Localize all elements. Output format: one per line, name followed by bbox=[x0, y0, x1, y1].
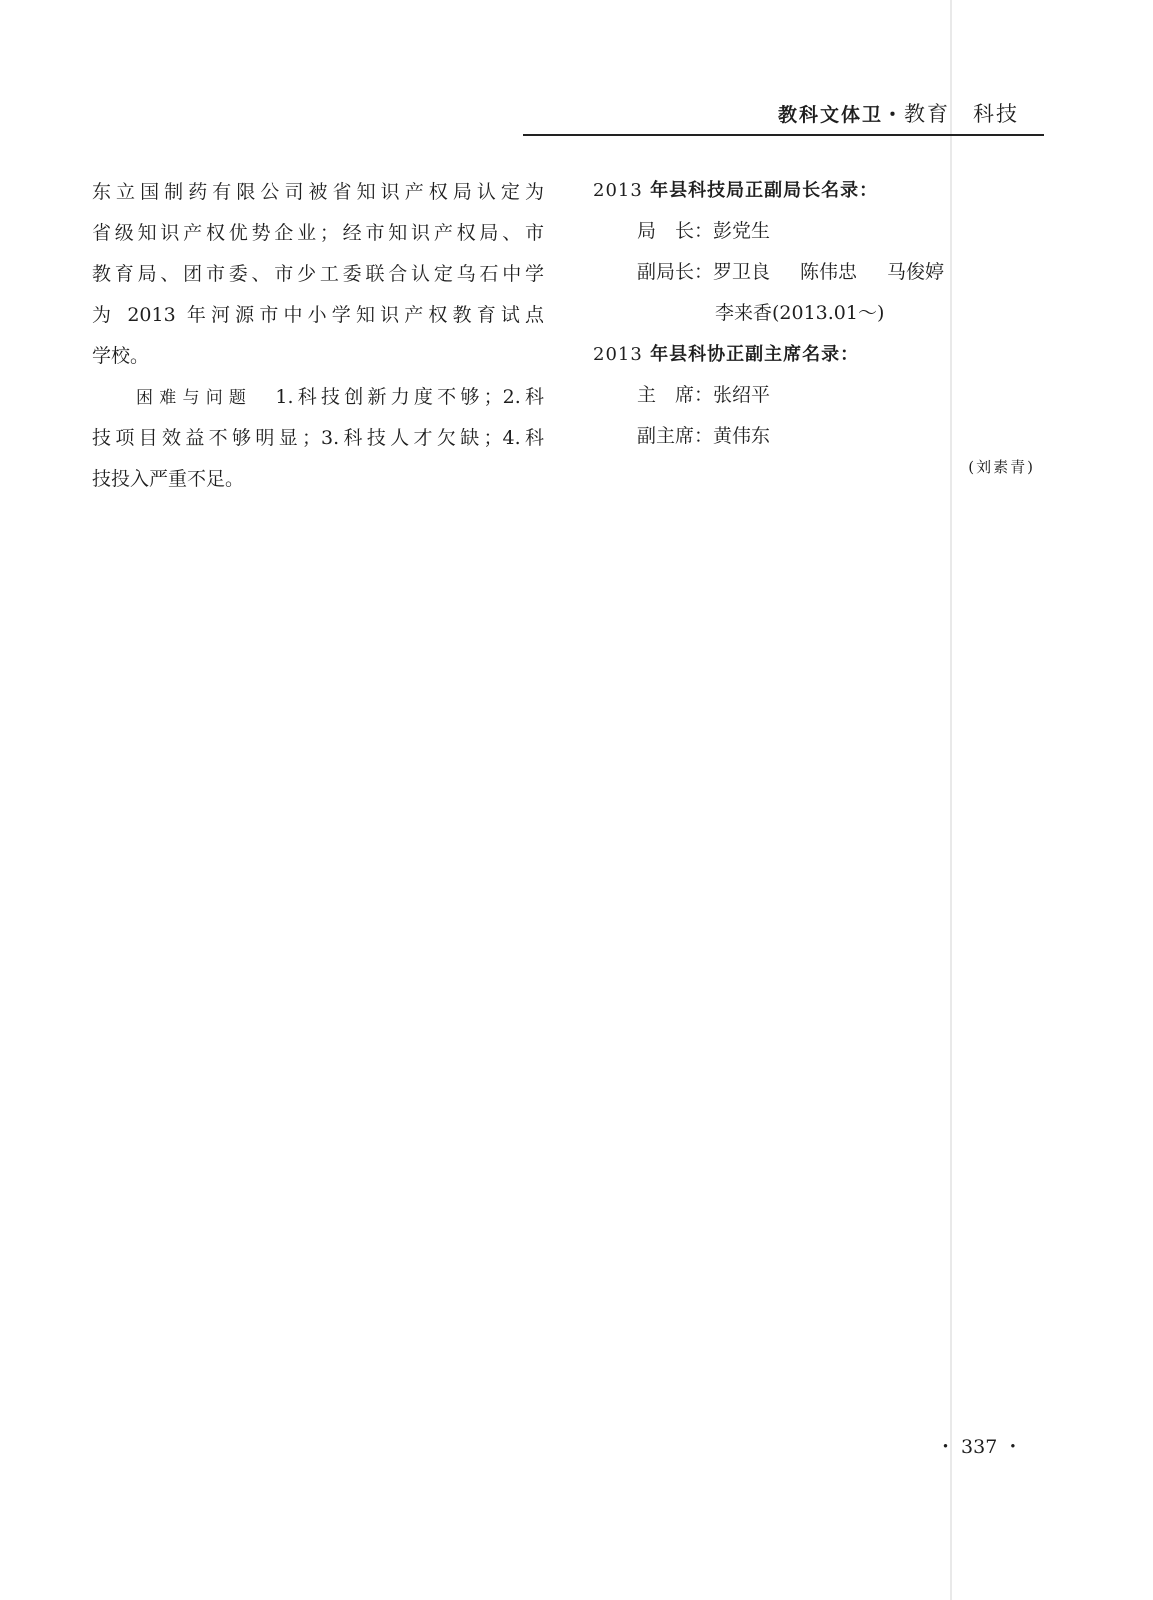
body-line: 技投入严重不足。 bbox=[92, 468, 245, 490]
bureau-heading bbox=[593, 170, 973, 211]
bureau-heading-year: 2013 bbox=[593, 180, 643, 201]
running-header bbox=[778, 98, 1019, 128]
left-column bbox=[92, 172, 544, 500]
header-rule bbox=[523, 134, 1044, 136]
association-heading bbox=[593, 334, 973, 375]
vice-chair-name: 黄伟东 bbox=[713, 425, 771, 447]
vice-chair-entry bbox=[593, 416, 973, 457]
body-line: 学校。 bbox=[92, 345, 150, 367]
chair-label: 主 席： bbox=[637, 384, 714, 406]
association-heading-year: 2013 bbox=[593, 344, 643, 365]
difficulties-text: 1.科技创新力度不够；2.科 bbox=[275, 386, 544, 408]
header-section: 教科文体卫・ bbox=[777, 104, 904, 126]
deputy-label: 副局长： bbox=[637, 261, 714, 283]
body-line: 为 2013 年河源市中小学知识产权教育试点 bbox=[92, 304, 544, 326]
director-name: 彭党生 bbox=[713, 220, 771, 242]
chair-name: 张绍平 bbox=[713, 384, 771, 406]
body-line: 教育局、团市委、市少工委联合认定乌石中学 bbox=[92, 263, 544, 285]
chair-entry bbox=[593, 375, 973, 416]
deputy-name: 罗卫良 bbox=[713, 261, 771, 283]
director-entry bbox=[593, 211, 973, 252]
vice-chair-label: 副主席： bbox=[637, 425, 714, 447]
director-label: 局 长： bbox=[637, 220, 714, 242]
deputy-name: 陈伟忠 bbox=[800, 261, 858, 283]
page-number: ・ 337 ・ bbox=[936, 1436, 1023, 1458]
right-column bbox=[593, 170, 973, 457]
bureau-heading-text: 年县科技局正副局长名录： bbox=[642, 180, 879, 201]
association-heading-text: 年县科协正副主席名录： bbox=[642, 344, 860, 365]
difficulties-label: 困难与问题 bbox=[136, 388, 253, 408]
difficulties-paragraph-first-line bbox=[92, 377, 544, 418]
deputy-entry bbox=[593, 252, 973, 293]
deputy-name: 马俊婷 bbox=[887, 261, 945, 283]
body-line: 东立国制药有限公司被省知识产权局认定为 bbox=[92, 181, 544, 203]
deputy-extra: 李来香(2013.01～) bbox=[715, 302, 885, 324]
header-subsection: 教育 科技 bbox=[904, 102, 1019, 126]
body-line: 技项目效益不够明显；3.科技人才欠缺；4.科 bbox=[92, 427, 544, 449]
body-line: 省级知识产权优势企业；经市知识产权局、市 bbox=[92, 222, 544, 244]
author-byline: (刘素青) bbox=[968, 458, 1035, 476]
